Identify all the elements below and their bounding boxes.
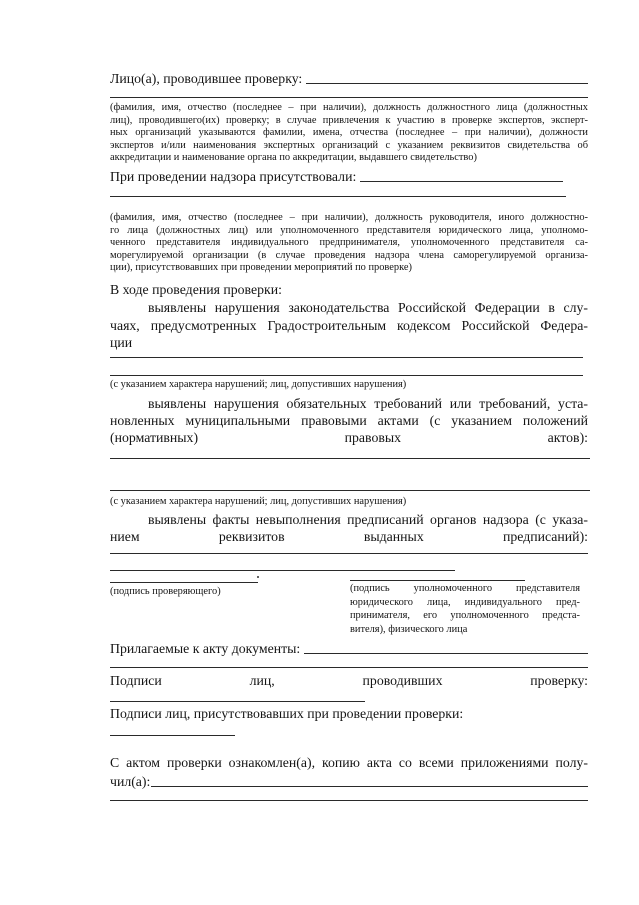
acknowledgement-line: С актом проверки ознакомлен(а), копию акта со всеми приложениями полу- [110,755,588,770]
requirement-violations-note: (с указанием характера нарушений; лиц, допустивших нарушения) [110,496,407,507]
attachments-label: Прилагаемые к акту документы: [110,641,301,656]
blank-line [110,375,583,376]
note-line: ченного представителя индивидуального предпринимателя, уполномоченного представителя са- [110,237,588,249]
blank-line [110,800,588,801]
blank-line [110,97,588,98]
representative-signature-line [350,580,525,581]
caption-line: юридического лица, индивидуального пред- [350,596,580,608]
inspector-note [110,102,588,165]
acknowledgement-field [110,773,588,790]
representative-signature-caption [350,582,580,636]
law-violations-line: чаях, предусмотренных Градостроительным кодексом Российской Федера- [110,318,588,333]
attachments-fill-line [304,640,588,654]
findings-heading: В ходе проведения проверки: [110,282,282,297]
blank-line [110,490,590,491]
blank-line [110,196,566,197]
present-signatures-line [110,735,235,736]
blank-line [110,357,583,358]
unfulfilled-orders-line: нием реквизитов выданных предписаний): [110,529,588,544]
acknowledgement-fill-line [151,773,588,787]
note-line: (фамилия, имя, отчество (последнее – при наличии), должность руководителя, иного должностно- [110,212,588,223]
inspector-label: Лицо(а), проводившее проверку: [110,71,303,86]
requirement-violations-line: новленных муниципальными правовыми актами (с указанием положений [110,413,588,428]
note-line: морегулируемой организации (в случае проведения надзора члена саморегулируемой организа- [110,249,588,261]
inspector-field [110,70,588,87]
inspector-fill-line [306,70,588,84]
note-line: лиц), проводившего(их) проверку; в случае привлечения к участию в проверке экспертов, эксперт- [110,114,588,126]
blank-line [110,458,590,459]
inspectors-signatures-line [110,701,365,702]
blank-line [110,570,455,571]
scan-dot [257,576,259,578]
present-note [110,212,588,275]
attachments-field [110,640,588,657]
law-violations-note: (с указанием характера нарушений; лиц, допустивших нарушения) [110,379,407,390]
inspector-signature-line [110,582,258,583]
law-violations-line: ции [110,335,133,350]
law-violations-line: выявлены нарушения законодательства Российской Федерации в слу- [148,300,588,315]
note-line: ных организаций указываются фамилии, имена, отчества (последнее – при наличии), должности [110,127,588,139]
note-line: (фамилия, имя, отчество (последнее – при наличии), должность должностного лица (должностных [110,102,588,113]
inspectors-signatures-label: Подписи лиц, проводивших проверку: [110,673,588,688]
acknowledgement-label: чил(а): [110,774,151,789]
present-signatures-label: Подписи лиц, присутствовавших при проведении проверки: [110,706,464,721]
note-line: экспертов и/или наименования экспертных организаций с указанием реквизитов свидетельства об [110,139,588,151]
blank-line [110,667,588,668]
present-fill-line [360,168,563,182]
inspector-signature-caption: (подпись проверяющего) [110,586,221,597]
caption-line: (подпись уполномоченного представителя [350,583,580,594]
present-field [110,168,563,185]
note-line: го лица (должностных лиц) или уполномоченного представителя юридического лица, уполномо- [110,224,588,236]
requirement-violations-line: (нормативных) правовых актов): [110,430,588,445]
blank-line [110,553,588,554]
note-line: ции), присутствовавших при проведении мероприятий по проверке) [110,262,412,274]
note-line: аккредитации и наименование органа по аккредитации, выдавшего свидетельство) [110,152,477,164]
unfulfilled-orders-line: выявлены факты невыполнения предписаний органов надзора (с указа- [148,512,588,527]
requirement-violations-line: выявлены нарушения обязательных требований или требований, уста- [148,396,588,411]
caption-line: вителя), физического лица [350,623,468,635]
caption-line: принимателя, его уполномоченного предста- [350,610,580,622]
present-label: При проведении надзора присутствовали: [110,169,357,184]
